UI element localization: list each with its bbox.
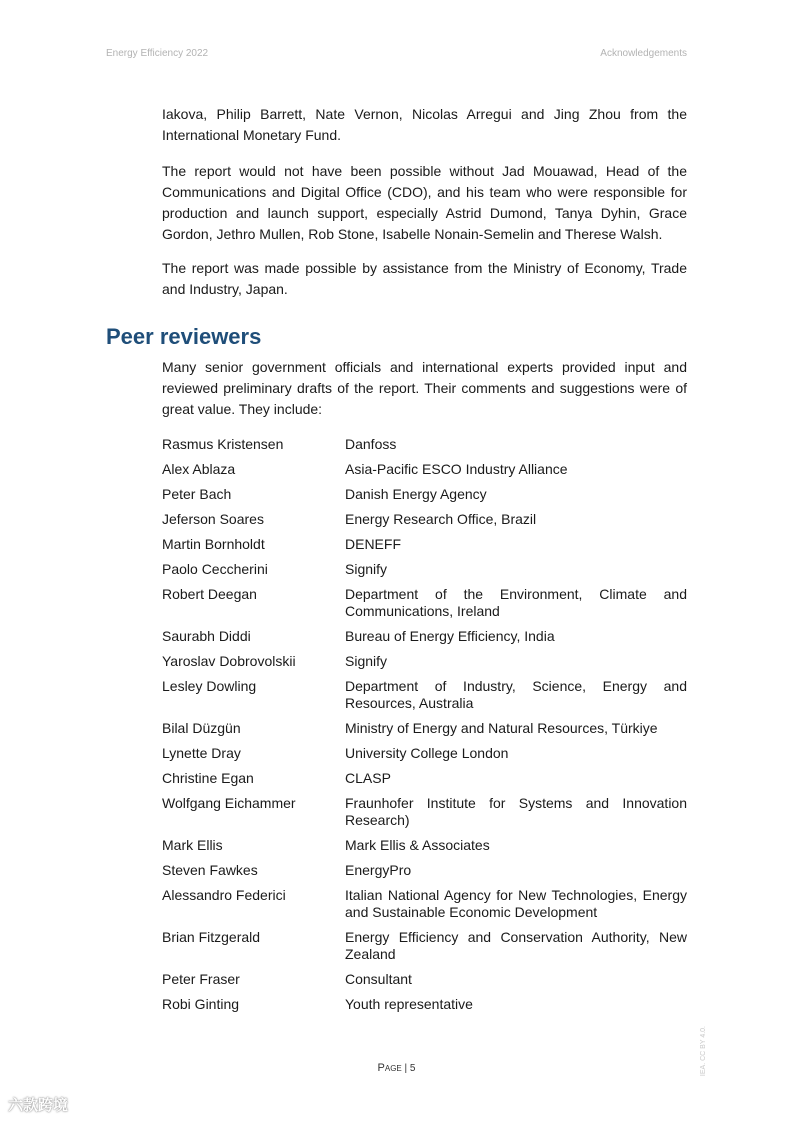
reviewer-org: Danfoss bbox=[345, 436, 397, 452]
reviewer-name: Wolfgang Eichammer bbox=[162, 795, 296, 811]
reviewer-org: Ministry of Energy and Natural Resources, Türkiye bbox=[345, 720, 658, 736]
reviewer-name: Robert Deegan bbox=[162, 586, 257, 602]
reviewer-org: Signify bbox=[345, 653, 388, 669]
reviewer-row bbox=[162, 795, 687, 829]
reviewer-name: Robi Ginting bbox=[162, 996, 240, 1012]
reviewer-row bbox=[162, 436, 687, 453]
reviewer-name: Martin Bornholdt bbox=[162, 536, 265, 552]
reviewer-name: Steven Fawkes bbox=[162, 862, 258, 878]
reviewer-row bbox=[162, 461, 687, 478]
reviewer-name: Christine Egan bbox=[162, 770, 254, 786]
reviewer-org: EnergyPro bbox=[345, 862, 412, 878]
section-intro: Many senior government officials and international experts provided input and reviewed preliminary drafts of the report. Their comments and suggestions were of great value. They include: bbox=[162, 359, 687, 417]
reviewer-name: Bilal Düzgün bbox=[162, 720, 241, 736]
reviewer-name: Yaroslav Dobrovolskii bbox=[162, 653, 296, 669]
reviewer-row bbox=[162, 678, 687, 712]
paragraph-imf: Iakova, Philip Barrett, Nate Vernon, Nicolas Arregui and Jing Zhou from the International Monetary Fund. bbox=[162, 106, 687, 143]
reviewer-org: Department of the Environment, Climate and Communications, Ireland bbox=[345, 586, 687, 619]
reviewer-row bbox=[162, 996, 687, 1013]
reviewer-name: Rasmus Kristensen bbox=[162, 436, 284, 452]
reviewer-name: Lesley Dowling bbox=[162, 678, 257, 694]
running-header-section: Acknowledgements bbox=[600, 48, 687, 59]
section-heading-peer-reviewers: Peer reviewers bbox=[106, 324, 262, 349]
reviewer-name: Paolo Ceccherini bbox=[162, 561, 268, 577]
reviewer-name: Alex Ablaza bbox=[162, 461, 236, 477]
reviewer-name: Mark Ellis bbox=[162, 837, 223, 853]
reviewer-org: Bureau of Energy Efficiency, India bbox=[345, 628, 555, 644]
reviewer-row bbox=[162, 745, 687, 762]
reviewer-name: Peter Fraser bbox=[162, 971, 240, 987]
paragraph-meti: The report was made possible by assistance from the Ministry of Economy, Trade and Industry, Japan. bbox=[162, 260, 687, 297]
reviewer-row bbox=[162, 536, 687, 553]
license-watermark: IEA. CC BY 4.0. bbox=[700, 1026, 707, 1077]
reviewer-row bbox=[162, 887, 687, 921]
reviewer-row bbox=[162, 929, 687, 963]
reviewer-row bbox=[162, 628, 687, 645]
reviewer-name: Peter Bach bbox=[162, 486, 232, 502]
reviewer-name: Saurabh Diddi bbox=[162, 628, 251, 644]
reviewer-name: Alessandro Federici bbox=[162, 887, 286, 903]
reviewer-org: CLASP bbox=[345, 770, 391, 786]
running-header-title: Energy Efficiency 2022 bbox=[106, 48, 209, 59]
reviewer-row bbox=[162, 653, 687, 670]
reviewer-row bbox=[162, 971, 687, 988]
reviewer-org: University College London bbox=[345, 745, 509, 761]
reviewer-list bbox=[162, 436, 687, 1021]
corner-logo: 六款跨境 bbox=[8, 1097, 69, 1114]
reviewer-org: Department of Industry, Science, Energy and Resources, Australia bbox=[345, 678, 687, 711]
reviewer-org: Italian National Agency for New Technologies, Energy and Sustainable Economic Development bbox=[345, 887, 687, 920]
page-number-value: 5 bbox=[409, 1063, 416, 1074]
reviewer-org: Energy Research Office, Brazil bbox=[345, 511, 537, 527]
reviewer-row bbox=[162, 561, 687, 578]
reviewer-org: Signify bbox=[345, 561, 388, 577]
reviewer-row bbox=[162, 586, 687, 620]
reviewer-org: Fraunhofer Institute for Systems and Innovation Research) bbox=[345, 795, 687, 828]
reviewer-org: Danish Energy Agency bbox=[345, 486, 487, 502]
reviewer-row bbox=[162, 837, 687, 854]
paragraph-cdo: The report would not have been possible without Jad Mouawad, Head of the Communications and Digital Office (CDO), and his team who were responsible for production and launch support, especially Astrid Dumond, Tanya Dyhin, Grace Gordon, Jethro Mullen, Rob Stone, Isabelle Nonain-Semelin and Therese Walsh. bbox=[162, 163, 687, 242]
reviewer-name: Jeferson Soares bbox=[162, 511, 264, 527]
reviewer-name: Brian Fitzgerald bbox=[162, 929, 261, 945]
reviewer-org: DENEFF bbox=[345, 536, 401, 552]
reviewer-org: Mark Ellis & Associates bbox=[345, 837, 490, 853]
reviewer-row bbox=[162, 720, 687, 737]
reviewer-row bbox=[162, 511, 687, 528]
reviewer-row bbox=[162, 862, 687, 879]
reviewer-org: Energy Efficiency and Conservation Authority, New Zealand bbox=[345, 929, 687, 962]
reviewer-org: Youth representative bbox=[345, 996, 473, 1012]
reviewer-org: Consultant bbox=[345, 971, 412, 987]
page-label: Page bbox=[377, 1062, 402, 1074]
reviewer-row bbox=[162, 770, 687, 787]
page-separator: | bbox=[404, 1063, 408, 1074]
reviewer-name: Lynette Dray bbox=[162, 745, 241, 761]
reviewer-row bbox=[162, 486, 687, 503]
page-number bbox=[0, 1062, 793, 1074]
reviewer-org: Asia-Pacific ESCO Industry Alliance bbox=[345, 461, 568, 477]
